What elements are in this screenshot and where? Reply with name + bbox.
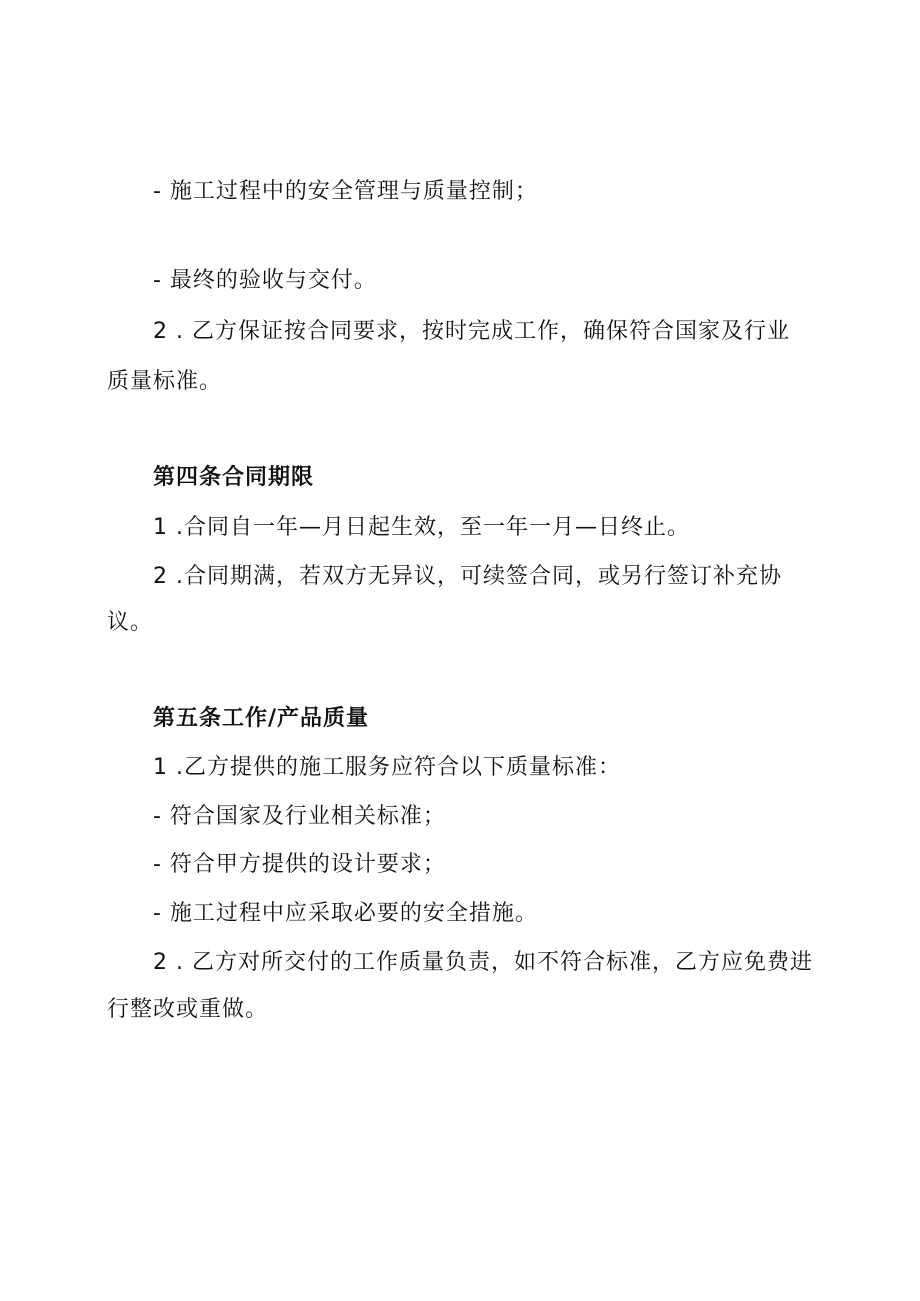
numbered-item: 2 .合同期满，若双方无异议，可续签合同，或另行签订补充协 <box>153 564 782 589</box>
numbered-item: 2 . 乙方对所交付的工作质量负责，如不符合标准，乙方应免费进 <box>153 950 813 975</box>
bullet-item: - 最终的验收与交付。 <box>153 268 377 293</box>
numbered-item: 1 .乙方提供的施工服务应符合以下质量标准： <box>153 755 621 780</box>
numbered-item: 1 .合同自一年—月日起生效，至一年一月—日终止。 <box>153 515 690 540</box>
numbered-item: 2 . 乙方保证按合同要求，按时完成工作，确保符合国家及行业 <box>153 319 790 344</box>
bullet-item: - 符合甲方提供的设计要求； <box>153 852 446 877</box>
paragraph-continuation: 质量标准。 <box>107 369 223 394</box>
bullet-item: - 施工过程中应采取必要的安全措施。 <box>153 901 538 926</box>
paragraph-continuation: 行整改或重做。 <box>107 997 269 1022</box>
section-heading: 第五条工作/产品质量 <box>153 706 370 731</box>
bullet-item: - 符合国家及行业相关标准； <box>153 804 446 829</box>
paragraph-continuation: 议。 <box>107 610 154 635</box>
section-heading: 第四条合同期限 <box>153 465 315 490</box>
bullet-item: - 施工过程中的安全管理与质量控制； <box>153 179 538 204</box>
